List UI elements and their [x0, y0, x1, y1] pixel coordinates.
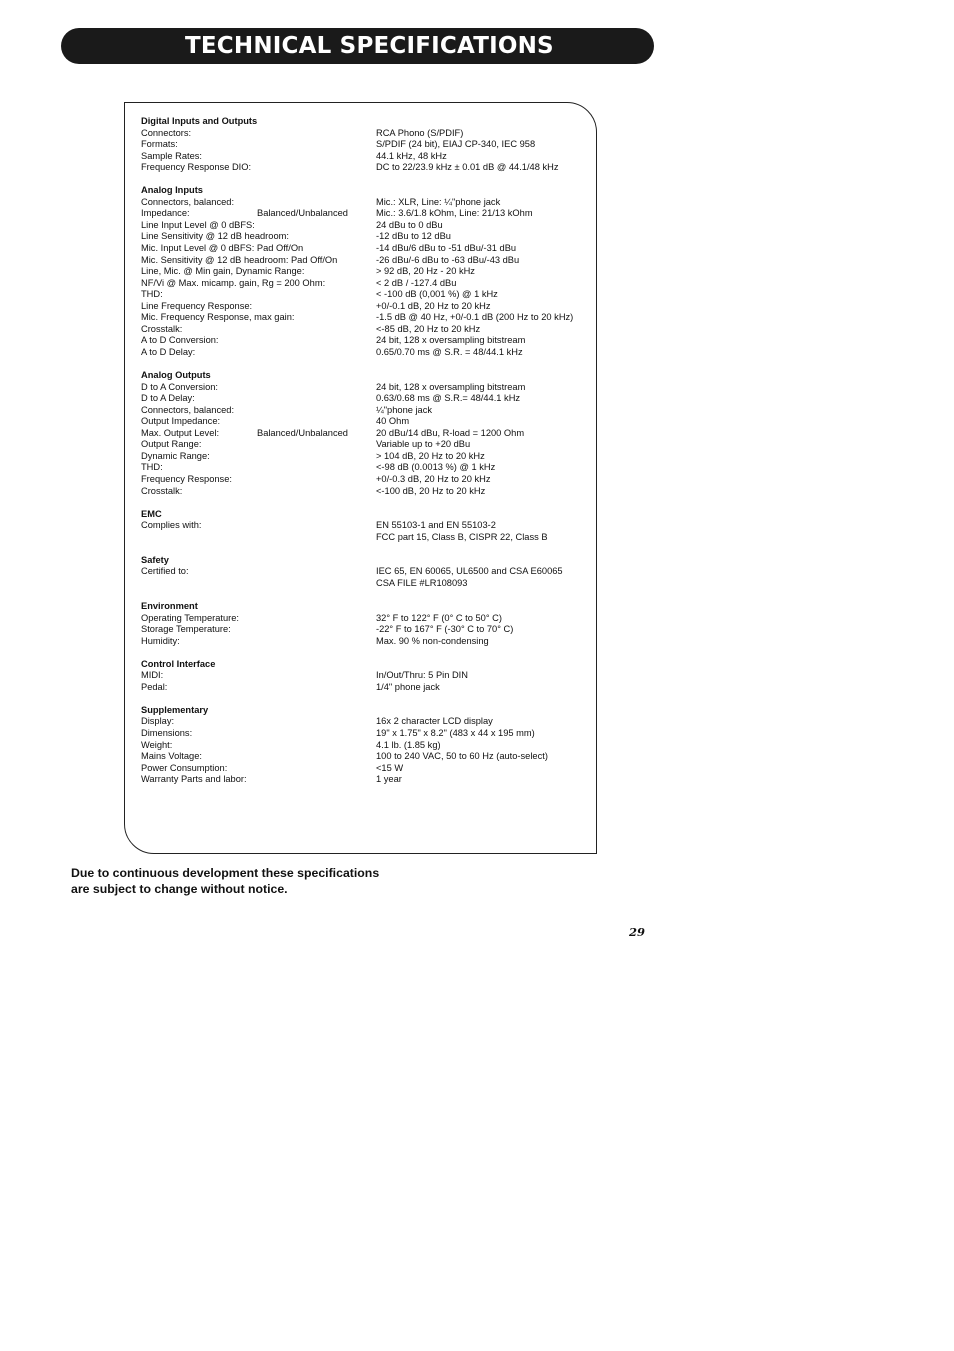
spec-label: Line Input Level @ 0 dBFS: — [141, 219, 255, 230]
spec-row — [141, 670, 591, 682]
spec-row — [141, 462, 591, 474]
spec-row — [141, 486, 591, 498]
spec-label: Crosstalk: — [141, 323, 183, 334]
section-title: Analog Inputs — [141, 185, 203, 196]
spec-value: CSA FILE #LR108093 — [376, 577, 468, 588]
spec-row — [141, 405, 591, 417]
spec-row — [141, 151, 591, 163]
spec-row — [141, 220, 591, 232]
spec-row — [141, 231, 591, 243]
section-title: Environment — [141, 600, 198, 611]
spec-row — [141, 439, 591, 451]
spec-value: < -100 dB (0,001 %) @ 1 kHz — [376, 289, 498, 300]
page-title: TECHNICAL SPECIFICATIONS — [185, 33, 554, 59]
spec-label: Complies with: — [141, 520, 202, 531]
spec-label: Connectors, balanced: — [141, 404, 235, 415]
spec-label: Mic. Input Level @ 0 dBFS: Pad Off/On — [141, 243, 304, 254]
spec-value: -14 dBu/6 dBu to -51 dBu/-31 dBu — [376, 243, 517, 254]
spec-value: 20 dBu/14 dBu, R-load = 1200 Ohm — [376, 427, 525, 438]
change-notice — [71, 865, 471, 897]
change-notice-line1: Due to continuous development these specifications — [71, 866, 380, 880]
spec-label: Humidity: — [141, 635, 180, 646]
spec-value: 1 year — [376, 774, 402, 785]
page-number: 29 — [629, 925, 646, 939]
spec-label: THD: — [141, 462, 163, 473]
section-title: Supplementary — [141, 704, 209, 715]
spec-value: 1/4" phone jack — [376, 681, 440, 692]
spec-row — [141, 763, 591, 775]
spec-value: -22° F to 167° F (-30° C to 70° C) — [376, 624, 514, 635]
spec-qualifier: Balanced/Unbalanced — [257, 208, 348, 219]
section-title: EMC — [141, 508, 162, 519]
spec-value: 32° F to 122° F (0° C to 50° C) — [376, 612, 502, 623]
section-title: Digital Inputs and Outputs — [141, 116, 258, 126]
spec-row — [141, 243, 591, 255]
section-title: Control Interface — [141, 658, 216, 669]
spec-value: < 2 dB / -127.4 dBu — [376, 277, 457, 288]
spec-label: Max. Output Level: — [141, 427, 220, 438]
spec-value: Mic.: 3.6/1.8 kOhm, Line: 21/13 kOhm — [376, 208, 533, 219]
spec-value: 16x 2 character LCD display — [376, 716, 493, 727]
spec-value: EN 55103-1 and EN 55103-2 — [376, 520, 496, 531]
spec-row — [141, 278, 591, 290]
spec-section — [141, 116, 591, 174]
spec-label: Frequency Response DIO: — [141, 162, 252, 173]
spec-row — [141, 751, 591, 763]
spec-label: Output Range: — [141, 439, 202, 450]
spec-label: Impedance: — [141, 208, 190, 219]
spec-row — [141, 682, 591, 694]
spec-label: Crosstalk: — [141, 485, 183, 496]
spec-value: +0/-0.3 dB, 20 Hz to 20 kHz — [376, 473, 491, 484]
spec-row — [141, 208, 591, 220]
spec-qualifier: Balanced/Unbalanced — [257, 427, 348, 438]
spec-value: 40 Ohm — [376, 416, 410, 427]
spec-value: 19" x 1.75" x 8.2" (483 x 44 x 195 mm) — [376, 727, 535, 738]
spec-value: +0/-0.1 dB, 20 Hz to 20 kHz — [376, 300, 491, 311]
spec-row — [141, 624, 591, 636]
spec-label: Output Impedance: — [141, 416, 221, 427]
spec-value: DC to 22/23.9 kHz ± 0.01 dB @ 44.1/48 kHz — [376, 162, 559, 173]
section-title: Safety — [141, 554, 169, 565]
spec-section — [141, 185, 591, 358]
spec-value: Variable up to +20 dBu — [376, 439, 471, 450]
spec-value: -1.5 dB @ 40 Hz, +0/-0.1 dB (200 Hz to 20 kHz) — [376, 312, 574, 323]
spec-row — [141, 474, 591, 486]
spec-value: Mic.: XLR, Line: ¼"phone jack — [376, 196, 501, 207]
spec-row — [141, 416, 591, 428]
spec-value: <-100 dB, 20 Hz to 20 kHz — [376, 485, 486, 496]
spec-list — [141, 116, 591, 797]
spec-value: S/PDIF (24 bit), EIAJ CP-340, IEC 958 — [376, 139, 536, 150]
spec-label: A to D Conversion: — [141, 335, 219, 346]
spec-label: Connectors: — [141, 127, 192, 138]
spec-row — [141, 162, 591, 174]
spec-value: <-98 dB (0.0013 %) @ 1 kHz — [376, 462, 496, 473]
spec-row — [141, 197, 591, 209]
spec-section — [141, 705, 591, 786]
spec-value: > 104 dB, 20 Hz to 20 kHz — [376, 450, 485, 461]
spec-label: Pedal: — [141, 681, 168, 692]
spec-section — [141, 555, 591, 590]
spec-label: A to D Delay: — [141, 346, 196, 357]
spec-label: MIDI: — [141, 670, 164, 681]
spec-label: Frequency Response: — [141, 473, 232, 484]
spec-value: 100 to 240 VAC, 50 to 60 Hz (auto-select) — [376, 751, 548, 762]
spec-row — [141, 382, 591, 394]
spec-row — [141, 301, 591, 313]
spec-label: Line Frequency Response: — [141, 300, 253, 311]
spec-label: Operating Temperature: — [141, 612, 240, 623]
spec-value: Max. 90 % non-condensing — [376, 635, 489, 646]
spec-section — [141, 509, 591, 544]
spec-row — [141, 728, 591, 740]
spec-row — [141, 393, 591, 405]
spec-row — [141, 324, 591, 336]
spec-label: Mains Voltage: — [141, 751, 202, 762]
spec-value: In/Out/Thru: 5 Pin DIN — [376, 670, 468, 681]
spec-label: Storage Temperature: — [141, 624, 231, 635]
spec-row — [141, 566, 591, 578]
spec-row — [141, 774, 591, 786]
spec-label: Line, Mic. @ Min gain, Dynamic Range: — [141, 266, 305, 277]
spec-value: 0.65/0.70 ms @ S.R. = 48/44.1 kHz — [376, 346, 523, 357]
spec-row — [141, 266, 591, 278]
spec-value: ¼"phone jack — [376, 404, 433, 415]
spec-value: 0.63/0.68 ms @ S.R.= 48/44.1 kHz — [376, 393, 521, 404]
spec-value: 44.1 kHz, 48 kHz — [376, 150, 447, 161]
spec-label: Warranty Parts and labor: — [141, 774, 247, 785]
spec-value: 4.1 lb. (1.85 kg) — [376, 739, 441, 750]
change-notice-line2: are subject to change without notice. — [71, 882, 288, 896]
spec-row — [141, 520, 591, 532]
spec-value: <15 W — [376, 762, 404, 773]
spec-row — [141, 428, 591, 440]
spec-label: D to A Delay: — [141, 393, 195, 404]
spec-label: Mic. Frequency Response, max gain: — [141, 312, 295, 323]
spec-row — [141, 347, 591, 359]
spec-label: Line Sensitivity @ 12 dB headroom: — [141, 231, 289, 242]
spec-value: FCC part 15, Class B, CISPR 22, Class B — [376, 531, 548, 542]
spec-value: -26 dBu/-6 dBu to -63 dBu/-43 dBu — [376, 254, 520, 265]
spec-label: Weight: — [141, 739, 173, 750]
spec-section — [141, 601, 591, 647]
spec-label: THD: — [141, 289, 163, 300]
spec-row — [141, 128, 591, 140]
spec-label: Certified to: — [141, 566, 189, 577]
spec-section — [141, 370, 591, 497]
spec-label: Dimensions: — [141, 727, 193, 738]
spec-row — [141, 312, 591, 324]
spec-label: Power Consumption: — [141, 762, 228, 773]
spec-label: Display: — [141, 716, 175, 727]
spec-value: <-85 dB, 20 Hz to 20 kHz — [376, 323, 481, 334]
spec-row — [141, 532, 591, 544]
spec-value: 24 bit, 128 x oversampling bitstream — [376, 381, 526, 392]
spec-value: > 92 dB, 20 Hz - 20 kHz — [376, 266, 475, 277]
spec-row — [141, 139, 591, 151]
spec-value: RCA Phono (S/PDIF) — [376, 127, 464, 138]
spec-value: -12 dBu to 12 dBu — [376, 231, 451, 242]
spec-row — [141, 578, 591, 590]
spec-label: D to A Conversion: — [141, 381, 218, 392]
section-title: Analog Outputs — [141, 370, 211, 381]
spec-section — [141, 659, 591, 694]
spec-value: 24 dBu to 0 dBu — [376, 219, 443, 230]
spec-label: Connectors, balanced: — [141, 196, 235, 207]
spec-value: IEC 65, EN 60065, UL6500 and CSA E60065 — [376, 566, 563, 577]
spec-row — [141, 289, 591, 301]
spec-label: Formats: — [141, 139, 178, 150]
spec-row — [141, 613, 591, 625]
spec-row — [141, 335, 591, 347]
spec-row — [141, 451, 591, 463]
spec-label: Mic. Sensitivity @ 12 dB headroom: Pad Off/On — [141, 254, 338, 265]
spec-row — [141, 255, 591, 267]
spec-label: Dynamic Range: — [141, 450, 210, 461]
spec-label: NF/Vi @ Max. micamp. gain, Rg = 200 Ohm: — [141, 277, 326, 288]
spec-label: Sample Rates: — [141, 150, 202, 161]
spec-row — [141, 636, 591, 648]
spec-row — [141, 740, 591, 752]
spec-row — [141, 716, 591, 728]
title-banner — [61, 28, 654, 64]
spec-value: 24 bit, 128 x oversampling bitstream — [376, 335, 526, 346]
